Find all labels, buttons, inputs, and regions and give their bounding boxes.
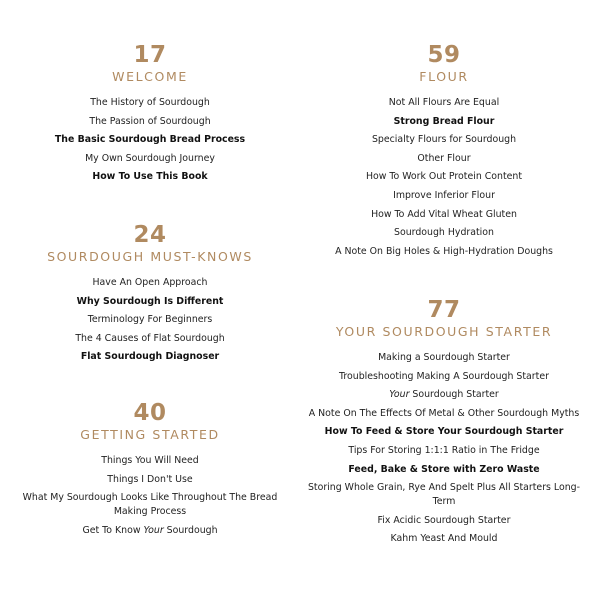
toc-entry: Troubleshooting Making A Sourdough Starter (339, 370, 549, 382)
toc-entry: Other Flour (417, 152, 471, 164)
section-getting-started (0, 400, 300, 542)
chapter-page-number: 77 (427, 297, 461, 323)
toc-entry-text: Sourdough (163, 524, 218, 536)
chapter-page-number: 40 (133, 400, 167, 426)
toc-entry: Things You Will Need (101, 455, 199, 466)
chapter-title: WELCOME (112, 69, 188, 84)
chapter-title: SOURDOUGH MUST-KNOWS (47, 249, 253, 264)
toc-entry: Things I Don't Use (107, 473, 193, 485)
toc-entry: Sourdough Hydration (394, 227, 494, 239)
toc-entry: A Note On Big Holes & High-Hydration Doughs (335, 245, 553, 257)
section-your-sourdough-starter (294, 297, 594, 551)
toc-entry: Fix Acidic Sourdough Starter (377, 514, 511, 526)
toc-entry: Feed, Bake & Store with Zero Waste (348, 463, 540, 475)
toc-entry: Not All Flours Are Equal (388, 97, 500, 108)
toc-entry: My Own Sourdough Journey (85, 152, 215, 164)
chapter-page-number: 24 (133, 222, 167, 248)
toc-entry: The 4 Causes of Flat Sourdough (75, 332, 225, 344)
toc-entry-text: Get To Know (82, 524, 144, 536)
toc-entry: The Basic Sourdough Bread Process (54, 134, 246, 146)
toc-entry: Making a Sourdough Starter (378, 352, 510, 363)
toc-entry (0, 524, 300, 538)
toc-entry: Improve Inferior Flour (393, 189, 495, 201)
toc-entry-emphasis: Your (143, 524, 164, 536)
toc-entry: Strong Bread Flour (393, 115, 495, 127)
toc-entry: Kahm Yeast And Mould (390, 533, 498, 545)
toc-entry (294, 388, 594, 402)
toc-entry: Tips For Storing 1:1:1 Ratio in The Fridge (348, 444, 540, 456)
chapter-page-number: 17 (133, 42, 167, 68)
right-column (294, 0, 594, 600)
section-welcome (0, 42, 300, 189)
toc-entry: A Note On The Effects Of Metal & Other Sourdough Myths (308, 407, 580, 419)
toc-entry: Flat Sourdough Diagnoser (80, 351, 220, 363)
toc-entry: How To Add Vital Wheat Gluten (371, 208, 517, 220)
toc-entry: Storing Whole Grain, Rye And Spelt Plus All Starters Long-Term (307, 482, 580, 508)
toc-entry: How To Feed & Store Your Sourdough Starter (324, 426, 564, 438)
toc-entry-text: Sourdough Starter (409, 389, 499, 401)
section-sourdough-must-knows (0, 222, 300, 369)
toc-entry: Specialty Flours for Sourdough (371, 134, 517, 146)
toc-entry: The Passion of Sourdough (89, 115, 211, 127)
chapter-page-number: 59 (427, 42, 461, 68)
toc-entry: Have An Open Approach (92, 277, 208, 288)
chapter-title: FLOUR (419, 69, 469, 84)
toc-entry: What My Sourdough Looks Like Throughout The Bread Making Process (22, 492, 278, 518)
toc-entry: How To Work Out Protein Content (365, 171, 523, 183)
toc-entry: Why Sourdough Is Different (76, 295, 224, 307)
toc-entry: Terminology For Beginners (87, 314, 213, 326)
toc-entry: The History of Sourdough (90, 97, 210, 108)
toc-entry: How To Use This Book (92, 171, 208, 183)
chapter-title: YOUR SOURDOUGH STARTER (335, 324, 553, 339)
toc-entry-emphasis: Your (389, 389, 410, 401)
chapter-title: GETTING STARTED (80, 427, 220, 442)
section-flour (294, 42, 594, 263)
